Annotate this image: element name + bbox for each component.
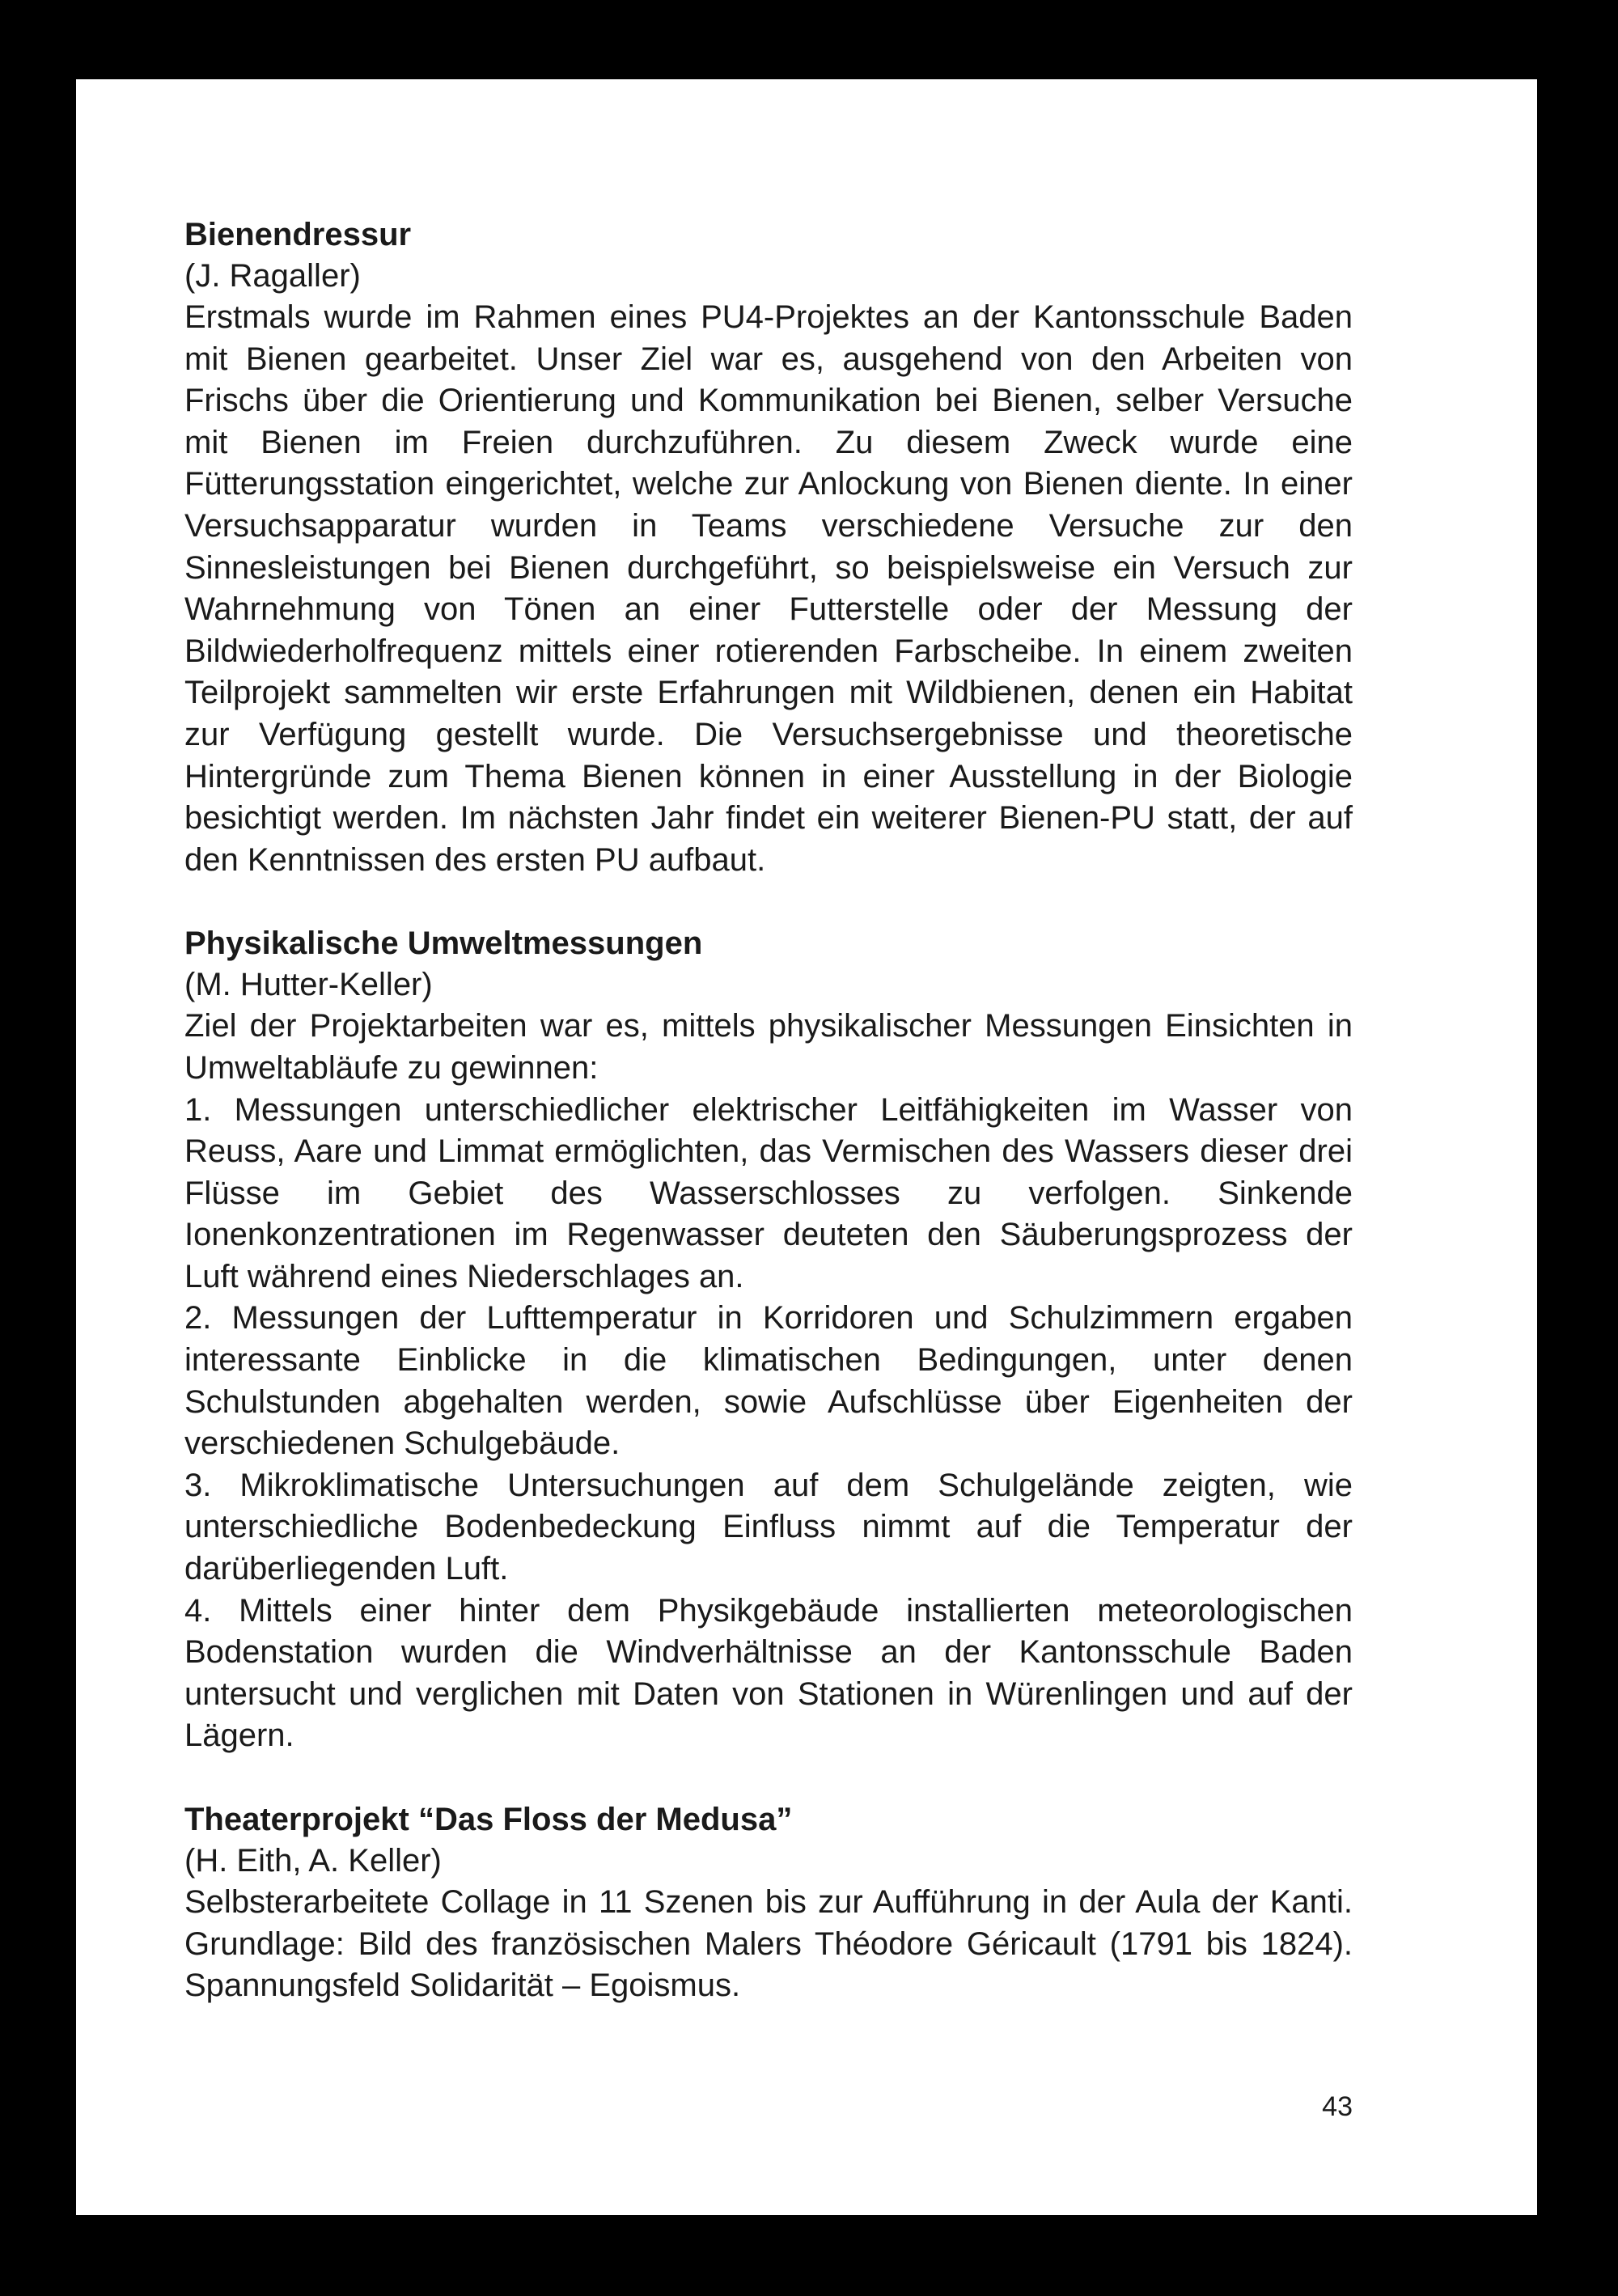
section-author: (H. Eith, A. Keller): [184, 1843, 442, 1879]
list-item: 1. Messungen unterschiedlicher elektrischer Leitfähigkeiten im Wasser von Reuss, Aare und Limmat ermöglichten, das Vermischen des Wassers dieser drei Flüsse im Gebiet des Wasserschlosses zu verfolgen. Sinkende Ionenkonzentrationen im Regenwasser deuteten den Säuberungsprozess der Luft während eines Niederschlages an.: [184, 1091, 1353, 1294]
section-heading: Bienendressur: [184, 217, 412, 252]
section-body: Erstmals wurde im Rahmen eines PU4-Projektes an der Kantonsschule Baden mit Bienen gearbeitet. Unser Ziel war es, ausgehend von den Arbeiten von Frischs über die Orientierung und Kommunikation bei Bienen, selber Versuche mit Bienen im Freien durchzuführen. Zu diesem Zweck wurde eine Fütterungsstation eingerichtet, welche zur Anlockung von Bienen diente. In einer Versuchsapparatur wurden in Teams verschiedene Versuche zur den Sinnesleistungen bei Bienen durchgeführt, so beispielsweise ein Versuch zur Wahrnehmung von Tönen an einer Futterstelle oder der Messung der Bildwiederholfrequenz mittels einer rotierenden Farbscheibe. In einem zweiten Teilprojekt sammelten wir erste Erfahrungen mit Wildbienen, denen ein Habitat zur Verfügung gestellt wurde. Die Versuchsergebnisse und theoretische Hintergründe zum Thema Bienen können in einer Ausstellung in der Biologie besichtigt werden. Im nächsten Jahr findet ein weiterer Bienen-PU statt, der auf den Kenntnissen des ersten PU aufbaut.: [184, 299, 1353, 878]
section-heading: Physikalische Umweltmessungen: [184, 926, 703, 962]
list-item: 2. Messungen der Lufttemperatur in Korridoren und Schulzimmern ergaben interessante Einblicke in die klimatischen Bedingungen, unter denen Schulstunden abgehalten werden, sowie Aufschlüsse über Eigenheiten der verschiedenen Schulgebäude.: [184, 1300, 1353, 1462]
section-author: (M. Hutter-Keller): [184, 967, 433, 1003]
page-content: [184, 214, 1353, 2007]
section-heading: Theaterprojekt “Das Floss der Medusa”: [184, 1802, 793, 1837]
section-umweltmessungen: [184, 922, 1353, 1757]
page-number: 43: [1322, 2091, 1353, 2122]
section-body: Selbsterarbeitete Collage in 11 Szenen bis zur Aufführung in der Aula der Kanti. Grundlage: Bild des französischen Malers Théodore Géricault (1791 bis 1824). Spannungsfeld Solidarität – Egoismus.: [184, 1884, 1353, 2004]
section-bienendressur: [184, 214, 1353, 881]
document-page: [76, 79, 1537, 2215]
section-theaterprojekt: [184, 1798, 1353, 2007]
section-author: (J. Ragaller): [184, 258, 361, 294]
list-item: 4. Mittels einer hinter dem Physikgebäude installierten meteorologischen Bodenstation wurden die Windverhältnisse an der Kantonsschule Baden untersucht und verglichen mit Daten von Stationen in Würenlingen und auf der Lägern.: [184, 1592, 1353, 1754]
section-intro: Ziel der Projektarbeiten war es, mittels physikalischer Messungen Einsichten in Umweltabläufe zu gewinnen:: [184, 1008, 1353, 1086]
list-item: 3. Mikroklimatische Untersuchungen auf dem Schulgelände zeigten, wie unterschiedliche Bodenbedeckung Einfluss nimmt auf die Temperatur der darüberliegenden Luft.: [184, 1467, 1353, 1587]
